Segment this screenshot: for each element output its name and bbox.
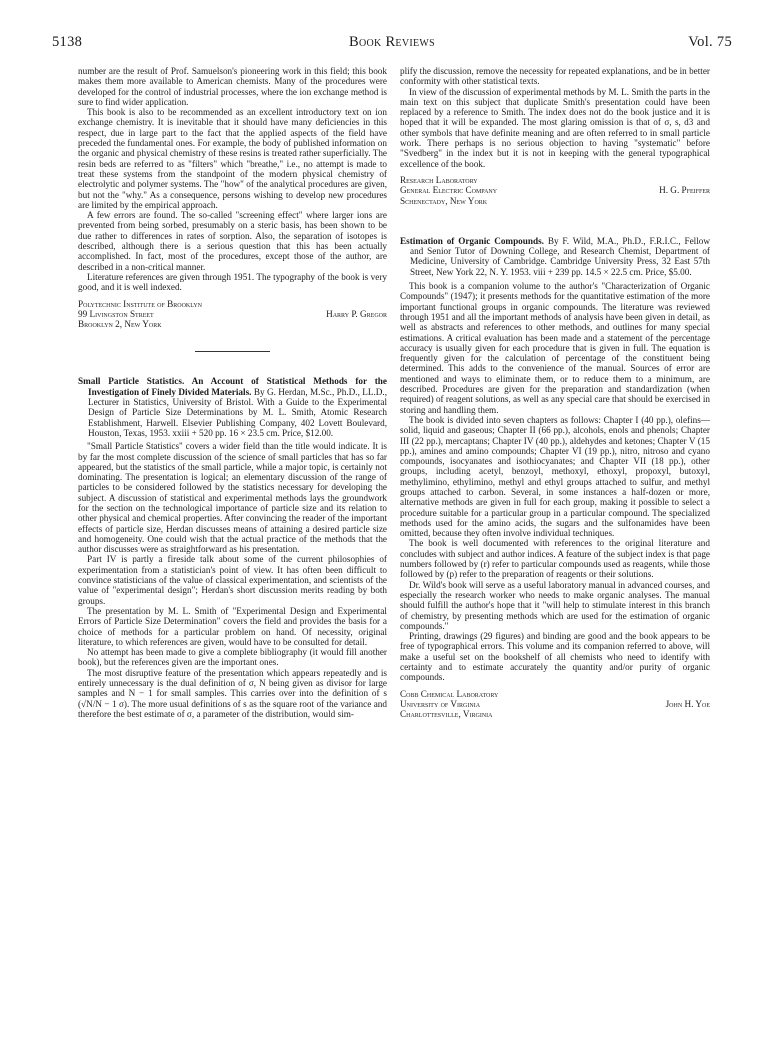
affiliation-line: Cobb Chemical Laboratory	[400, 688, 499, 699]
book-title: Small Particle Statistics. An Account of Statistical Methods for the Investigation of Finely Divided Materials.	[78, 376, 387, 397]
page-header	[52, 34, 732, 54]
volume-label: Vol. 75	[688, 34, 732, 50]
book-title: Estimation of Organic Compounds.	[400, 235, 544, 246]
paragraph: The book is divided into seven chapters as follows: Chapter I (40 pp.), olefins—solid, liquid and gaseous; Chapter II (66 pp.), alcohols, enols and phenols; Chapter III (22 pp.), mercaptans; Chapter IV (40 pp.), aldehydes and ketones; Chapter V (15 pp.), amines and amino compounds; Chapter VI (19 pp.), nitro, nitroso and cyano compounds, isocyanates and isothiocyanates; and Chapter VII (18 pp.), other groups, including acetyl, benzoyl, methoxyl, ethoxyl, propoxyl, butoxyl, methylimino, ethylimino, methyl and ethyl groups attached to sulfur, and methyl groups attached to carbon. Several, in some instances a half-dozen or more, alternative methods are given in full for each group, making it possible to select a procedure suitable for a particular group in a particular compound. The specialized methods used for the amino acids, the sugars and the sulfonamides have been omitted, because they often involve individual techniques.	[400, 414, 710, 539]
book-citation: By F. Wild, M.A., Ph.D., F.R.I.C., Fellow and Senior Tutor of Downing College, and Research Chemist, Department of Medicine, University of Cambridge. Cambridge University Press, 32 East 57th Street, New York 22, N. Y. 1953. viii + 239 pp. 14.5 × 22.5 cm. Price, $5.00.	[410, 235, 710, 277]
paragraph: number are the result of Prof. Samuelson's pioneering work in this field; this book makes them more available to American chemists. Many of the procedures were developed for the control of industrial processes, where the ion exchange method is sure to find wider application.	[78, 66, 387, 107]
paragraph: This book is a companion volume to the author's "Characterization of Organic Compounds" (1947); it presents methods for the quantitative estimation of the more important functional groups in organic compounds. The literature was reviewed through 1951 and all the important methods of analysis have been given in detail, as well as abstracts and references to other methods, and outlines for many special estimations. A critical evaluation has been made and a statement of the percentage accuracy is usually given for each procedure that is given in full. The equation is frequently given for the calculation of percentage of the constituent being determined. This adds to the convenience of the manual. Sources of error are mentioned and ways to eliminate them, or to reduce them to a minimum, are described. Procedures are given for the preparation and standardization (when required) of reagent solutions, as well as any special care that should be exercised in storing and handling them.	[400, 281, 710, 415]
paragraph: No attempt has been made to give a complete bibliography (it would fill another book), but the references given are the important ones.	[78, 647, 387, 668]
review-heading	[78, 376, 387, 438]
paragraph: In view of the discussion of experimental methods by M. L. Smith the parts in the main text on this subject that duplicate Smith's presentation could have been replaced by a reference to Smith. The index does not do the book justice and it is hoped that it will be expanded. The most glaring omission is that of σ, s, d3 and other symbols that have definite meaning and are often referred to in small particle work. There perhaps is no serious objection to having "systematic" before "Svedberg" in the index but it is not in keeping with the general typographical excellence of the book.	[400, 86, 710, 169]
paragraph: The book is well documented with references to the original literature and concludes with subject and author indices. A feature of the subject index is that page numbers followed by (r) refer to particular compounds used as reagents, while those followed by (p) refer to the preparation of reagents or their solutions.	[400, 538, 710, 580]
section-divider	[195, 351, 270, 352]
reviewer-name: H. G. Pfeiffer	[659, 185, 710, 196]
paragraph: "Small Particle Statistics" covers a wider field than the title would indicate. It is by far the most complete discussion of the science of small particles that has so far appeared, but the statistics of the small particle, while a major topic, is certainly not dominating. The presentation is logical; an elementary discussion of the range of particles to be considered followed by the statistics necessary for developing the subject. A discussion of statistical and experimental methods lays the groundwork for the section on the technological importance of particle size and its relation to other physical and chemical properties. After convincing the reader of the important effects of particle size, Herdan discusses means of attaining a desired particle size and homogeneity. One could wish that the actual practice of the methods that the author discusses were as straightforward as his presentation.	[78, 441, 387, 555]
paragraph: This book is also to be recommended as an excellent introductory text on ion exchange chemistry. It is inevitable that it should have many deficiencies in this respect, due in large part to the fact that the applied aspects of the field have preceded the fundamental ones. For example, the body of published information on the organic and physical chemistry of these resins is treated rather superficially. The resin beds are referred to as "filters" which "breathe," i.e., no attempt is made to treat these systems from the standpoint of the modern physical chemistry of electrolytic and polymer systems. The "how" of the analytical procedures are given, but not the "why." As a consequence, persons wishing to develop new procedures are limited by the empirical approach.	[78, 107, 387, 210]
left-column	[78, 66, 387, 719]
page-number: 5138	[52, 34, 83, 50]
affiliation-line: Research Laboratory	[400, 174, 478, 185]
paragraph: Dr. Wild's book will serve as a useful laboratory manual in advanced courses, and especially the research worker who needs to make organic analyses. The manual should fulfill the author's hope that it "will help to stimulate interest in this branch of chemistry, by presenting methods which are used for the estimation of organic compounds."	[400, 579, 710, 631]
reviewer-signature	[78, 299, 387, 330]
paragraph: A few errors are found. The so-called "screening effect" where larger ions are prevented from being sorbed, presumably on a steric basis, has been shown to be due rather to differences in rates of sorption. Also, the separation of isotopes is described, although there is a serious question that this has been actually accomplished. In fact, most of the procedures, except those of the author, are described in a non-critical manner.	[78, 210, 387, 272]
paragraph: Literature references are given through 1951. The typography of the book is very good, and it is well indexed.	[78, 271, 387, 293]
book-citation: By G. Herdan, M.Sc., Ph.D., LL.D., Lecturer in Statistics, University of Bristol. With a Guide to the Experimental Design of Particle Size Determinations by M. L. Smith, Atomic Research Establishment, Harwell. Elsevier Publishing Company, 402 Lovett Boulevard, Houston, Texas, 1953. xxiii + 520 pp. 16 × 23.5 cm. Price, $12.00.	[88, 386, 388, 438]
paragraph: Part IV is partly a fireside talk about some of the current philosophies of experimentation from a statistician's point of view. It has often been difficult to convince statisticians of the value of classical experimentation, and scientists of the value of "experimental design"; Herdan's short discussion merits reading by both groups.	[78, 554, 387, 606]
reviewer-signature	[400, 175, 710, 206]
review-heading	[400, 236, 710, 277]
paragraph: Printing, drawings (29 figures) and binding are good and the book appears to be free of typographical errors. This volume and its companion referred to above, will make a useful set on the bookshelf of all chemists who need to identify with certainty and to estimate accurately the quantity and/or purity of organic compounds.	[400, 631, 710, 683]
paragraph: The presentation by M. L. Smith of "Experimental Design and Experimental Errors of Particle Size Determination" covers the field and provides the basis for a choice of methods for a particular problem on hand. Of necessity, original literature, to which references are given, would have to be consulted for detail.	[78, 605, 387, 647]
running-title: Book Reviews	[348, 34, 435, 50]
paragraph: The most disruptive feature of the presentation which appears repeatedly and is entirely unnecessary is the dual definition of σ, N being given as divisor for large samples and N − 1 for small samples. This carries over into the definition of s (√N/N − 1 σ). The more usual definitions of s as the square root of the variance and therefore the best estimate of σ, a parameter of the distribution, would sim-	[78, 667, 387, 719]
paragraph: plify the discussion, remove the necessity for repeated explanations, and be in better conformity with other statistical texts.	[400, 66, 710, 87]
affiliation-line: University of Virginia John H. Yoe	[400, 698, 710, 709]
affiliation-line: Polytechnic Institute of Brooklyn	[78, 298, 202, 309]
affiliation-line: Schenectady, New York	[400, 195, 488, 206]
affiliation-line: 99 Livingston Street Harry P. Gregor	[78, 308, 387, 319]
right-column	[400, 66, 710, 720]
reviewer-signature	[400, 689, 710, 720]
affiliation-line: Brooklyn 2, New York	[78, 319, 162, 330]
affiliation-line: General Electric Company H. G. Pfeiffer	[400, 185, 710, 196]
affiliation-line: Charlottesville, Virginia	[400, 709, 493, 720]
reviewer-name: John H. Yoe	[665, 698, 710, 709]
reviewer-name: Harry P. Gregor	[326, 308, 387, 319]
